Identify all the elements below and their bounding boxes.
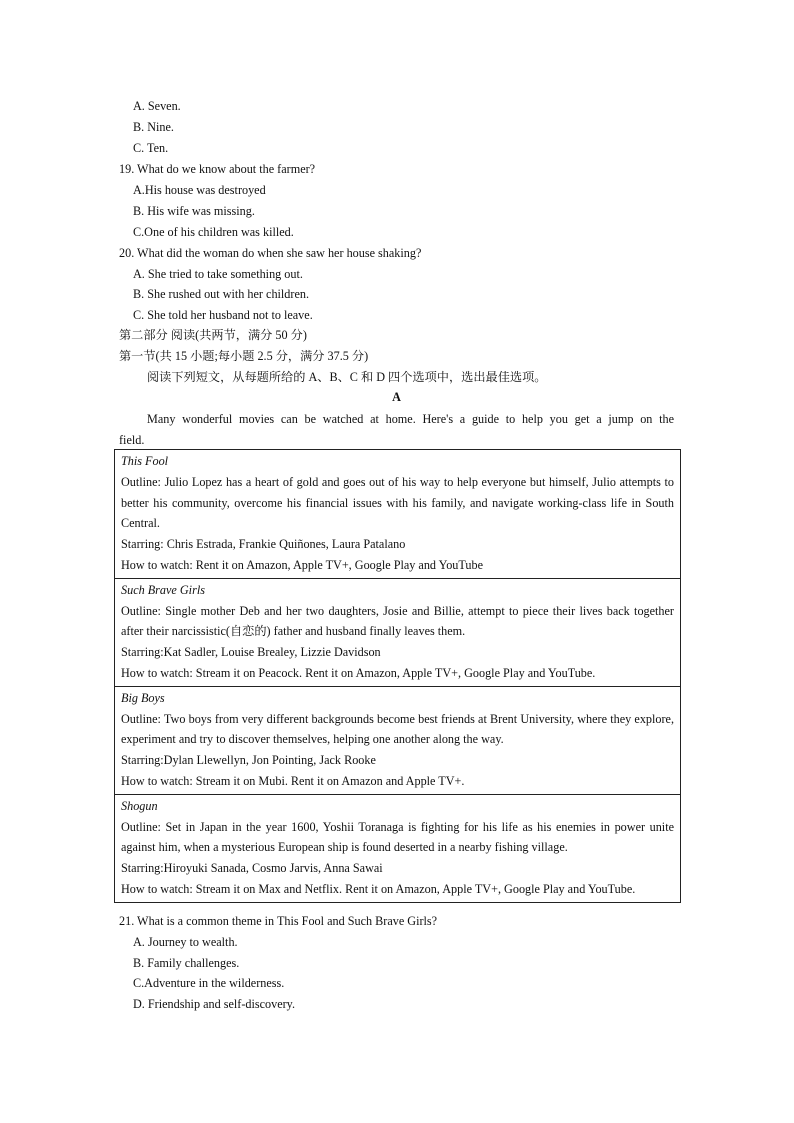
q20-option-c: C. She told her husband not to leave.: [133, 308, 313, 322]
movie-outline: Outline: Two boys from very different backgrounds become best friends at Brent University, where they explore, experiment and try to discover themselves, helping one another along the way.: [121, 711, 674, 747]
part-heading: 第二部分 阅读(共两节，满分 50 分): [119, 328, 307, 342]
q21-option-c: C.Adventure in the wilderness.: [133, 976, 285, 990]
intro-line-2: field.: [119, 433, 145, 447]
prev-option-b: B. Nine.: [133, 120, 174, 134]
passage-label: A: [392, 390, 401, 404]
q19-option-a: A.His house was destroyed: [133, 183, 266, 197]
q21-option-b: B. Family challenges.: [133, 956, 240, 970]
movie-starring: Starring:Hiroyuki Sanada, Cosmo Jarvis, Anna Sawai: [121, 861, 383, 876]
q19-option-b: B. His wife was missing.: [133, 204, 255, 218]
question-20: 20. What did the woman do when she saw her house shaking?: [119, 246, 422, 260]
movie-how-to-watch: How to watch: Stream it on Mubi. Rent it on Amazon and Apple TV+.: [121, 773, 465, 788]
q21-option-a: A. Journey to wealth.: [133, 935, 238, 949]
movie-how-to-watch: How to watch: Stream it on Peacock. Rent it on Amazon, Apple TV+, Google Play and YouTube.: [121, 665, 596, 680]
question-21: 21. What is a common theme in This Fool and Such Brave Girls?: [119, 914, 438, 928]
instruction-text: 阅读下列短文，从每题所给的 A、B、C 和 D 四个选项中，选出最佳选项。: [147, 370, 547, 384]
movie-title: This Fool: [121, 454, 169, 468]
question-19: 19. What do we know about the farmer?: [119, 162, 316, 176]
movie-title: Shogun: [121, 798, 158, 813]
section-heading: 第一节(共 15 小题;每小题 2.5 分，满分 37.5 分): [119, 349, 369, 363]
q20-option-b: B. She rushed out with her children.: [133, 287, 310, 301]
movie-guide-table: [114, 449, 681, 903]
prev-option-c: C. Ten.: [133, 141, 169, 155]
movie-row: [115, 686, 681, 794]
movie-starring: Starring: Chris Estrada, Frankie Quiñones, Laura Patalano: [121, 537, 406, 552]
movie-starring: Starring:Kat Sadler, Louise Brealey, Lizzie Davidson: [121, 645, 381, 660]
movie-row: [115, 578, 681, 686]
movie-how-to-watch: How to watch: Stream it on Max and Netflix. Rent it on Amazon, Apple TV+, Google Play and YouTube.: [121, 881, 636, 896]
intro-line-1: Many wonderful movies can be watched at home. Here's a guide to help you get a jump on the: [147, 412, 674, 426]
movie-title: Big Boys: [121, 690, 165, 705]
q21-option-d: D. Friendship and self-discovery.: [133, 997, 296, 1011]
movie-title: Such Brave Girls: [121, 582, 205, 597]
q20-option-a: A. She tried to take something out.: [133, 267, 303, 281]
movie-outline: Outline: Single mother Deb and her two daughters, Josie and Billie, attempt to piece their lives back together after their narcissistic(自恋的) father and husband finally leaves them.: [121, 603, 674, 639]
q19-option-c: C.One of his children was killed.: [133, 225, 294, 239]
movie-row: [115, 794, 681, 902]
prev-option-a: A. Seven.: [133, 99, 181, 113]
movie-row: [115, 450, 681, 579]
movie-starring: Starring:Dylan Llewellyn, Jon Pointing, Jack Rooke: [121, 753, 376, 768]
movie-how-to-watch: How to watch: Rent it on Amazon, Apple TV+, Google Play and YouTube: [121, 557, 483, 572]
movie-outline: Outline: Julio Lopez has a heart of gold and goes out of his way to help everyone but himself, Julio attempts to better his community, overcome his financial issues with his family, and navigate working-class life in South Central.: [121, 474, 674, 531]
movie-outline: Outline: Set in Japan in the year 1600, Yoshii Toranaga is fighting for his life as his enemies in power unite against him, when a mysterious European ship is found deserted in a nearby fishing village.: [121, 819, 674, 855]
